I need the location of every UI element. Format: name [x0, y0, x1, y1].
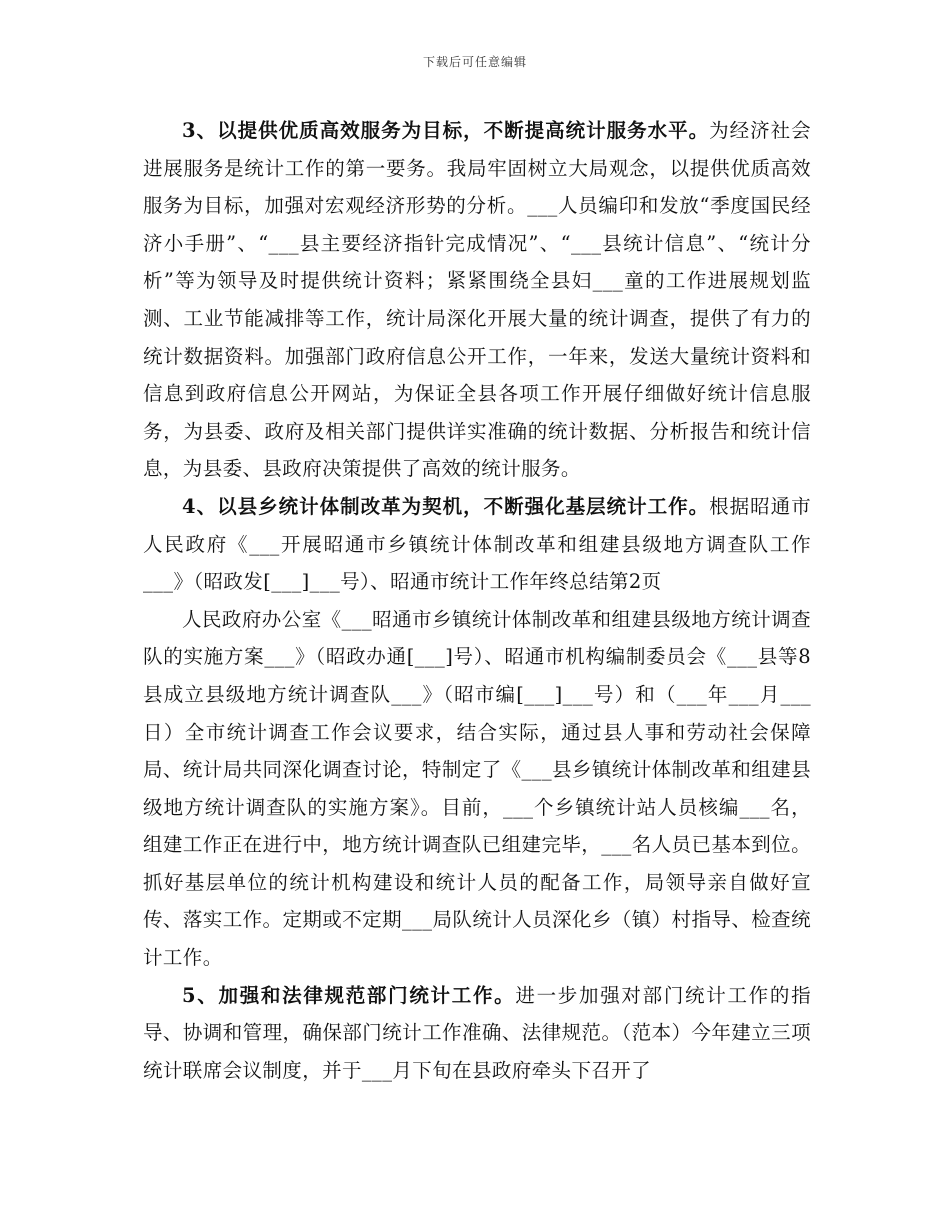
paragraph-heading: 3、以提供优质高效服务为目标，不断提高统计服务水平。	[182, 119, 710, 142]
paragraph-text: 为经济社会进展服务是统计工作的第一要务。我局牢固树立大局观念，以提供优质高效服务为目标，加强对宏观经济形势的分析。___人员编印和发放“季度国民经济小手册”、“___县主要经济指针完成情况”、“___县统计信息”、“统计分析”等为领导及时提供统计资料；紧紧围绕全县妇___童的工作进展规划监测、工业节能减排等工作，统计局深化开展大量的统计调查，提供了有力的统计数据资料。加强部门政府信息公开工作，一年来，发送大量统计资料和信息到政府信息公开网站，为保证全县各项工作开展仔细做好统计信息服务，为县委、政府及相关部门提供详实准确的统计数据、分析报告和统计信息，为县委、县政府决策提供了高效的统计服务。	[143, 119, 811, 481]
paragraph-text: 进一步加强对部门统计工作的指导、协调和管理，确保部门统计工作准确、法律规范。（范本）今年建立三项统计联席会议制度，并于___月下旬在县政府牵头下召开了	[143, 983, 811, 1082]
page-header: 下载后可任意编辑	[422, 55, 527, 69]
paragraph-4-continued	[143, 601, 811, 977]
paragraph-text: 根据昭通市人民政府《___开展昭通市乡镇统计体制改革和组建县级地方调查队工作___》（昭政发[___]___号）、昭通市统计工作年终总结第2页	[143, 494, 811, 594]
paragraph-heading: 4、以县乡统计体制改革为契机，不断强化基层统计工作。	[182, 494, 710, 518]
document-body	[143, 112, 811, 1089]
paragraph-3	[143, 112, 811, 488]
paragraph-heading: 5、加强和法律规范部门统计工作。	[182, 983, 516, 1007]
paragraph-5	[143, 977, 811, 1090]
paragraph-text: 人民政府办公室《___昭通市乡镇统计体制改革和组建县级地方统计调查队的实施方案___》（昭政办通[___]号）、昭通市机构编制委员会《___县等8县成立县级地方统计调查队___》（昭市编[___]___号）和（___年___月___日）全市统计调查工作会议要求，结合实际，通过县人事和劳动社会保障局、统计局共同深化调查讨论，特制定了《___县乡镇统计体制改革和组建县级地方统计调查队的实施方案》。目前，___个乡镇统计站人员核编___名，组建工作正在进行中，地方统计调查队已组建完毕，___名人员已基本到位。抓好基层单位的统计机构建设和统计人员的配备工作，局领导亲自做好宣传、落实工作。定期或不定期___局队统计人员深化乡（镇）村指导、检查统计工作。	[143, 607, 811, 970]
paragraph-4	[143, 488, 811, 601]
